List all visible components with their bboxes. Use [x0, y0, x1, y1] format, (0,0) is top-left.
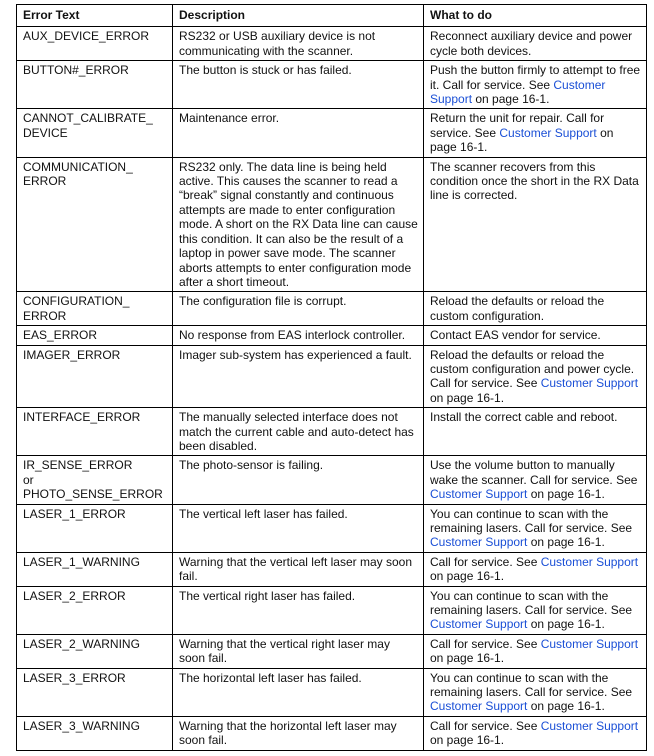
description-cell: Warning that the horizontal left laser may soon fail.: [173, 716, 424, 750]
what-to-do-cell: [424, 668, 647, 716]
table-row: [17, 345, 647, 408]
error-text-cell: [17, 61, 173, 109]
error-text-cell: [17, 456, 173, 504]
error-text-cell: [17, 634, 173, 668]
header-description: Description: [173, 5, 424, 27]
customer-support-link[interactable]: Customer Support: [540, 636, 639, 651]
description-cell: Warning that the vertical left laser may soon fail.: [173, 552, 424, 586]
error-code: or: [23, 472, 34, 487]
table-row: [17, 668, 647, 716]
action-text: You can continue to scan with the remaining lasers. Call for service. See: [430, 506, 633, 535]
description-cell: The photo-sensor is failing.: [173, 456, 424, 504]
action-text: Use the volume button to manually wake the scanner. Call for service. See: [430, 458, 638, 487]
error-code: LASER_3_ERROR: [23, 670, 126, 685]
error-text-cell: [17, 504, 173, 552]
page-reference: on page 16-1.: [430, 125, 614, 155]
table-row: [17, 504, 647, 552]
error-code: PHOTO_SENSE_ERROR: [23, 487, 163, 502]
action-text: Push the button firmly to attempt to free it. Call for service. See: [430, 63, 641, 92]
action-text: Install the correct cable and reboot.: [430, 410, 618, 425]
customer-support-link[interactable]: Customer Support: [540, 718, 639, 733]
error-text-cell: [17, 345, 173, 408]
table-row: [17, 634, 647, 668]
what-to-do-cell: [424, 109, 647, 157]
what-to-do-cell: [424, 157, 647, 292]
page-reference: on page 16-1.: [527, 617, 605, 632]
error-text-cell: [17, 716, 173, 750]
page-reference: on page 16-1.: [527, 699, 605, 714]
action-text: Reload the defaults or reload the custom configuration and power cycle. Call for service. See: [430, 347, 635, 391]
description-cell: Imager sub-system has experienced a fault.: [173, 345, 424, 408]
error-code: DEVICE: [23, 125, 68, 140]
description-cell: The button is stuck or has failed.: [173, 61, 424, 109]
error-text-cell: [17, 157, 173, 292]
action-text: Reload the defaults or reload the custom configuration.: [430, 294, 605, 323]
description-cell: Warning that the vertical right laser may soon fail.: [173, 634, 424, 668]
page-reference: on page 16-1.: [430, 651, 505, 666]
what-to-do-cell: [424, 345, 647, 408]
table-row: [17, 456, 647, 504]
action-text: Call for service. See: [430, 636, 541, 651]
page-reference: on page 16-1.: [430, 733, 505, 748]
customer-support-link[interactable]: Customer Support: [430, 535, 528, 550]
table-row: [17, 408, 647, 456]
customer-support-link[interactable]: Customer Support: [430, 699, 528, 714]
action-text: You can continue to scan with the remaining lasers. Call for service. See: [430, 588, 633, 618]
what-to-do-cell: [424, 326, 647, 345]
error-code: ERROR: [23, 174, 67, 189]
page-reference: on page 16-1.: [527, 535, 605, 550]
table-row: [17, 552, 647, 586]
error-code: CANNOT_CALIBRATE_: [23, 111, 153, 126]
action-text: The scanner recovers from this condition once the short in the RX Data line is corrected.: [430, 159, 639, 203]
error-text-cell: [17, 668, 173, 716]
what-to-do-cell: [424, 27, 647, 61]
error-text-cell: [17, 586, 173, 634]
header-what-to-do: What to do: [424, 5, 647, 27]
error-text-cell: [17, 292, 173, 326]
table-row: [17, 27, 647, 61]
description-cell: The vertical left laser has failed.: [173, 504, 424, 552]
page-reference: on page 16-1.: [527, 487, 605, 502]
error-code: IR_SENSE_ERROR: [23, 458, 133, 473]
description-cell: No response from EAS interlock controller.: [173, 326, 424, 345]
customer-support-link[interactable]: Customer Support: [540, 376, 639, 391]
what-to-do-cell: [424, 586, 647, 634]
table-row: [17, 586, 647, 634]
what-to-do-cell: [424, 716, 647, 750]
description-cell: RS232 or USB auxiliary device is not communicating with the scanner.: [173, 27, 424, 61]
action-text: Call for service. See: [430, 718, 541, 733]
customer-support-link[interactable]: Customer Support: [430, 487, 528, 502]
page-reference: on page 16-1.: [430, 569, 505, 584]
page-reference: on page 16-1.: [472, 92, 550, 107]
what-to-do-cell: [424, 634, 647, 668]
table-row: [17, 326, 647, 345]
table-row: [17, 716, 647, 750]
header-error-text: Error Text: [17, 5, 173, 27]
error-code: LASER_2_ERROR: [23, 588, 126, 603]
header-row: [17, 5, 647, 27]
error-code: IMAGER_ERROR: [23, 347, 121, 362]
description-cell: The manually selected interface does not match the current cable and auto-detect has been disabled.: [173, 408, 424, 456]
description-cell: The vertical right laser has failed.: [173, 586, 424, 634]
what-to-do-cell: [424, 61, 647, 109]
error-code: ERROR: [23, 308, 67, 323]
what-to-do-cell: [424, 408, 647, 456]
table-row: [17, 292, 647, 326]
error-text-cell: [17, 408, 173, 456]
error-code: LASER_1_ERROR: [23, 506, 126, 521]
error-code: INTERFACE_ERROR: [23, 410, 141, 425]
table-header: [17, 5, 647, 27]
action-text: Reconnect auxiliary device and power cycle both devices.: [430, 29, 633, 58]
customer-support-link[interactable]: Customer Support: [430, 77, 606, 107]
action-text: Return the unit for repair. Call for service. See: [430, 111, 605, 140]
error-text-cell: [17, 552, 173, 586]
error-table: [16, 4, 647, 751]
error-code: BUTTON#_ERROR: [23, 63, 129, 78]
what-to-do-cell: [424, 292, 647, 326]
what-to-do-cell: [424, 552, 647, 586]
error-code: CONFIGURATION_: [23, 294, 130, 309]
action-text: Contact EAS vendor for service.: [430, 328, 601, 343]
error-code: LASER_1_WARNING: [23, 554, 140, 569]
action-text: Call for service. See: [430, 554, 541, 569]
description-cell: The configuration file is corrupt.: [173, 292, 424, 326]
table-row: [17, 157, 647, 292]
customer-support-link[interactable]: Customer Support: [430, 617, 528, 632]
what-to-do-cell: [424, 504, 647, 552]
error-code: COMMUNICATION_: [23, 159, 133, 174]
table-row: [17, 109, 647, 157]
error-text-cell: [17, 27, 173, 61]
description-cell: Maintenance error.: [173, 109, 424, 157]
customer-support-link[interactable]: Customer Support: [499, 125, 597, 140]
error-text-cell: [17, 326, 173, 345]
error-text-cell: [17, 109, 173, 157]
customer-support-link[interactable]: Customer Support: [540, 554, 639, 569]
error-code: LASER_2_WARNING: [23, 636, 140, 651]
table-row: [17, 61, 647, 109]
error-code: EAS_ERROR: [23, 328, 98, 343]
table-body: [17, 27, 647, 750]
description-cell: RS232 only. The data line is being held active. This causes the scanner to read a “break” signal constantly and continuous attempts are made to enter configuration mode. A short on the RX Data line can cause this condition. It can also be the result of a laptop in power save mode. The scanner aborts attempts to enter configuration mode after a short timeout.: [173, 157, 424, 292]
description-cell: The horizontal left laser has failed.: [173, 668, 424, 716]
page-reference: on page 16-1.: [430, 390, 505, 405]
error-code: AUX_DEVICE_ERROR: [23, 29, 150, 44]
what-to-do-cell: [424, 456, 647, 504]
error-code: LASER_3_WARNING: [23, 718, 140, 733]
action-text: You can continue to scan with the remaining lasers. Call for service. See: [430, 670, 633, 700]
